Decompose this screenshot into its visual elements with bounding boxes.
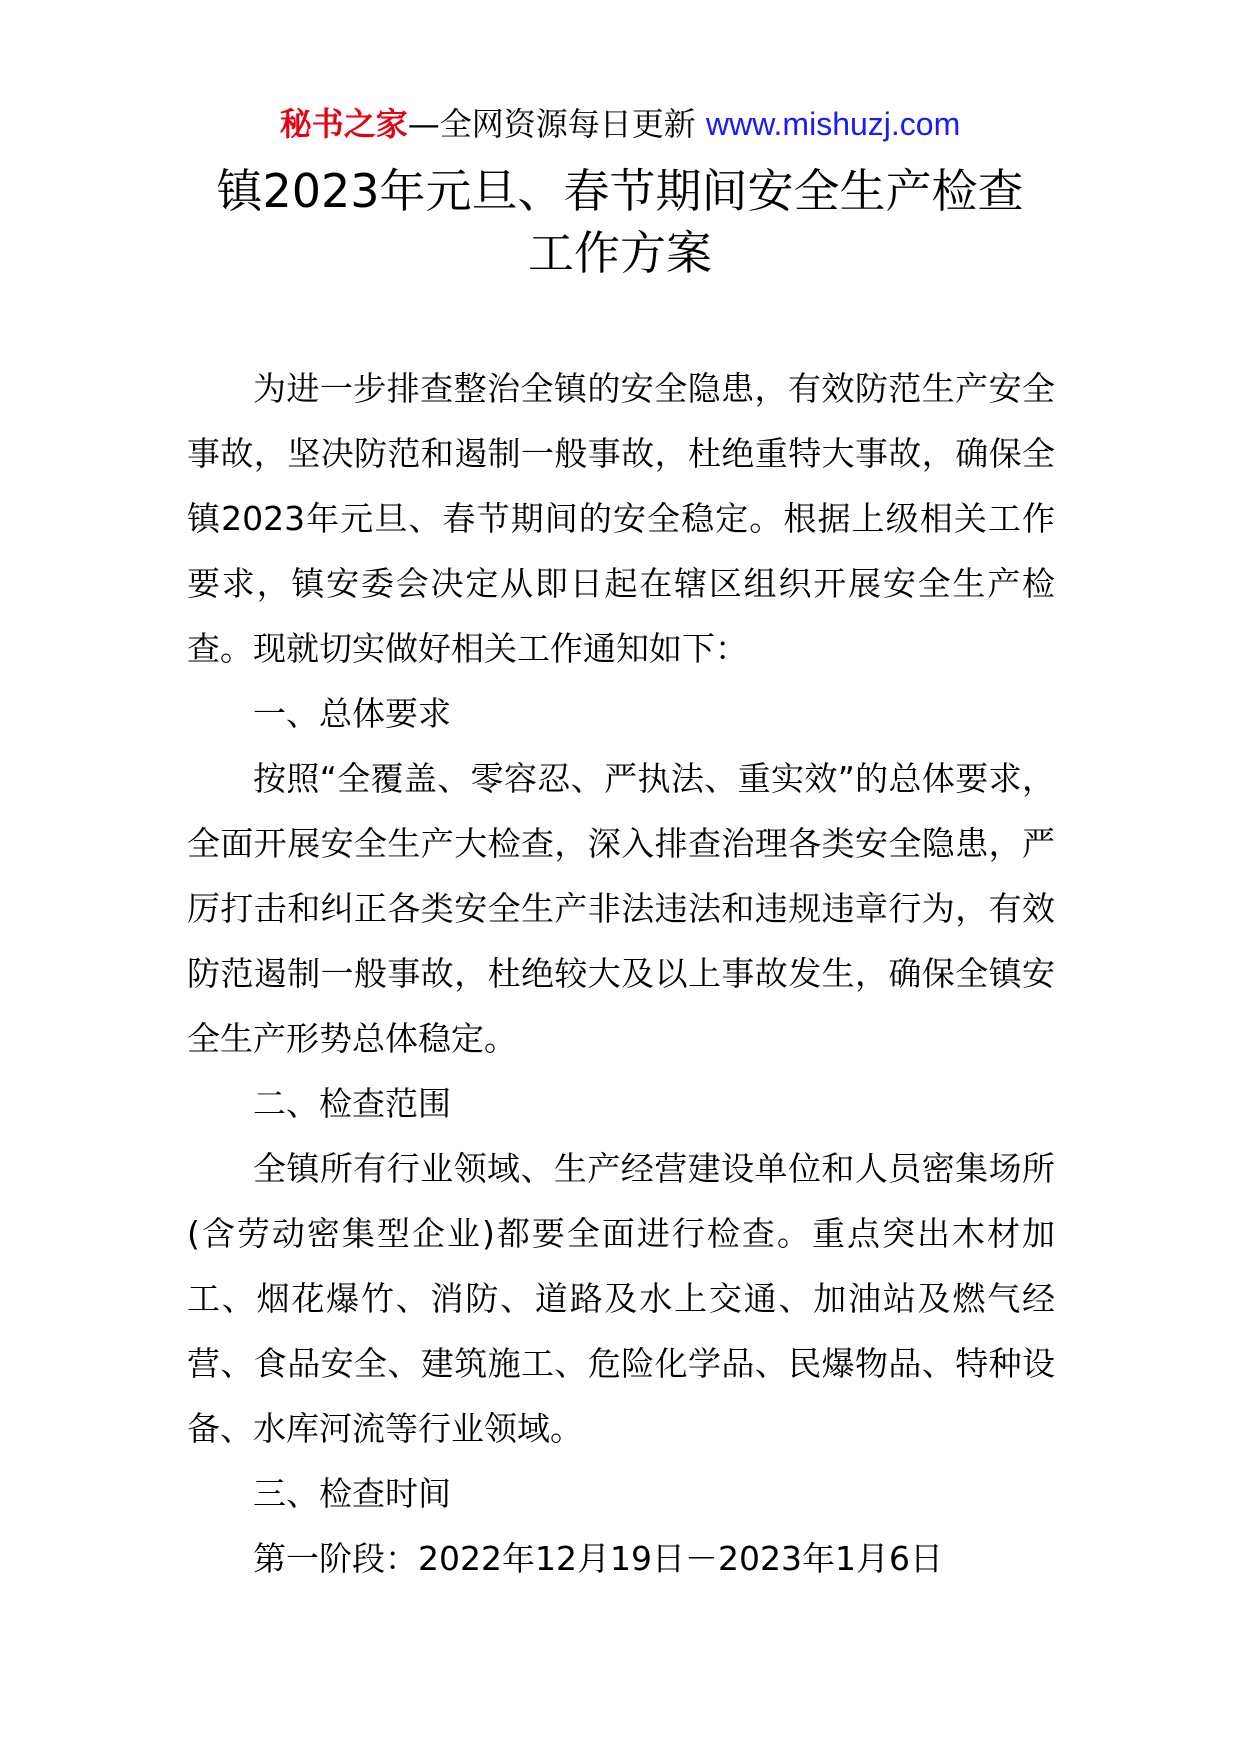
title-line-1: 镇2023年元旦、春节期间安全生产检查 bbox=[216, 164, 1024, 218]
site-url-link[interactable]: www.mishuzj.com bbox=[705, 106, 961, 142]
document-title bbox=[0, 160, 1240, 284]
header-tagline: —全网资源每日更新 bbox=[407, 105, 706, 143]
document-body bbox=[187, 356, 1055, 1591]
inspection-phase-one: 第一阶段：2022年12月19日－2023年1月6日 bbox=[253, 1539, 943, 1578]
brand-name: 秘书之家 bbox=[279, 105, 408, 143]
general-requirements-paragraph: 按照“全覆盖、零容忍、严执法、重实效”的总体要求，全面开展安全生产大检查，深入排查治理各类安全隐患，严厉打击和纠正各类安全生产非法违法和违规违章行为，有效防范遏制一般事故，杜绝较大及以上事故发生，确保全镇安全生产形势总体稳定。 bbox=[187, 759, 1055, 1058]
intro-paragraph: 为进一步排查整治全镇的安全隐患，有效防范生产安全事故，坚决防范和遏制一般事故，杜绝重特大事故，确保全镇2023年元旦、春节期间的安全稳定。根据上级相关工作要求，镇安委会决定从即日起在辖区组织开展安全生产检查。现就切实做好相关工作通知如下： bbox=[187, 369, 1055, 668]
section-heading-general-requirements: 一、总体要求 bbox=[253, 694, 451, 733]
section-heading-inspection-time: 三、检查时间 bbox=[253, 1474, 451, 1513]
inspection-scope-paragraph: 全镇所有行业领域、生产经营建设单位和人员密集场所(含劳动密集型企业)都要全面进行检查。重点突出木材加工、烟花爆竹、消防、道路及水上交通、加油站及燃气经营、食品安全、建筑施工、危险化学品、民爆物品、特种设备、水库河流等行业领域。 bbox=[187, 1149, 1055, 1448]
site-header bbox=[0, 100, 1240, 148]
title-line-2: 工作方案 bbox=[528, 226, 712, 280]
section-heading-inspection-scope: 二、检查范围 bbox=[253, 1084, 451, 1123]
